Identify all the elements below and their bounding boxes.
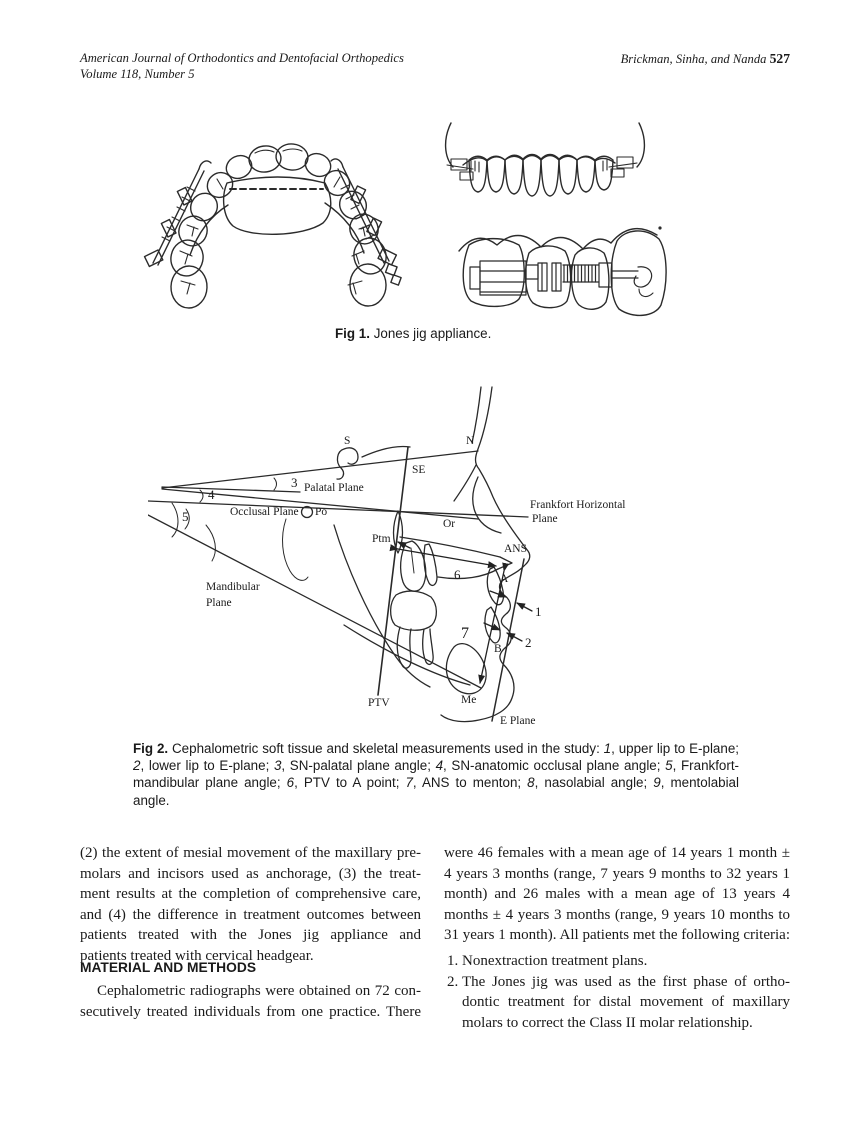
fig2-label-7: 7 — [461, 625, 469, 642]
fig2-label-frankfort-1: Frankfort Horizontal — [530, 499, 626, 511]
fig2-label-b-point: B — [494, 643, 502, 655]
running-head — [420, 51, 790, 67]
fig2-illustration — [148, 385, 748, 737]
list-item — [444, 972, 790, 1034]
fig2-label-a-point: A — [500, 573, 509, 585]
fig2-label-e-plane: E Plane — [500, 715, 536, 727]
left-col-p2: Cephalometric radiographs were obtained on 72 con- secutively treated individuals from one practice. There — [80, 983, 421, 1020]
fig2-label-sella: S — [344, 435, 351, 447]
list-item-number: 1. — [447, 953, 459, 969]
fig2-label-ptv: PTV — [368, 697, 390, 709]
fig2-caption-label: Fig 2. — [133, 741, 169, 756]
fig2-label-2: 2 — [525, 635, 532, 650]
right-col-p1: were 46 females with a mean age of 14 years 1 month ± 4 years 3 months (range, 7 years 9 months to 32 years 1 month) and 26 males with a mean age of 13 years 4 months ± 4 years 3 months (range, 9 years 10 months to 31 years 1 month). All patients met the following criteria: — [444, 845, 790, 944]
journal-title: American Journal of Orthodontics and Dentofacial Orthopedics — [80, 51, 404, 65]
list-item-text: The Jones jig was used as the first phase of ortho- dontic treatment for distal movement of maxillary molars to correct the Class II molar relationship. — [462, 973, 790, 1031]
journal-header — [80, 50, 404, 82]
fig2-label-3: 3 — [291, 475, 298, 490]
fig2-label-frankfort-2: Plane — [532, 513, 558, 525]
fig2-label-po: Po — [315, 506, 328, 518]
authors: Brickman, Sinha, and Nanda — [620, 52, 767, 66]
fig2-label-palatal-plane: Palatal Plane — [304, 482, 364, 494]
section-heading: MATERIAL AND METHODS — [80, 960, 257, 975]
fig2-label-occlusal-plane: Occlusal Plane — [230, 506, 299, 518]
fig2-label-6: 6 — [454, 567, 461, 582]
fig2-tracing — [148, 385, 748, 737]
fig2-label-se: SE — [412, 464, 426, 476]
journal-volume: Volume 118, Number 5 — [80, 67, 195, 81]
fig1-caption-text: Jones jig appliance. — [373, 326, 492, 341]
fig2-label-mandibular-2: Plane — [206, 597, 232, 609]
fig2-label-me: Me — [461, 694, 477, 706]
fig2-label-nasion: N — [466, 435, 475, 447]
list-item-text: Nonextraction treatment plans. — [462, 953, 648, 969]
fig2-label-or: Or — [443, 518, 456, 530]
fig2-caption-text: Cephalometric soft tissue and skeletal measurements used in the study: 1, upper lip to E-plane; 2, lower lip to E-plane; 3, SN-palatal plane angle; 4, SN-anatomic occlusal plane angle; 5, Frankfort-mandibular plane angle; 6, PTV to A point; 7, ANS to menton; 8, nasolabial angle; 9, mentolabial angle. — [133, 741, 740, 808]
left-col-p1: (2) the extent of mesial movement of the maxillary pre- molars and incisors used as anchorage, (3) the treat- ment results at the completion of comprehensive care, and (4) the difference in treatment outcomes between patients treated with the Jones jig appliance and patients treated with cervical headgear. — [80, 845, 421, 964]
page-number: 527 — [769, 51, 790, 66]
fig2-label-4: 4 — [208, 487, 215, 502]
fig2-label-1: 1 — [535, 604, 542, 619]
fig2-label-mandibular-1: Mandibular — [206, 581, 260, 593]
fig1-illustration — [133, 113, 733, 325]
fig2-label-ptm: Ptm — [372, 533, 391, 545]
criteria-list — [444, 951, 790, 1033]
list-item-number: 2. — [447, 973, 459, 990]
list-item — [444, 951, 790, 972]
fig2-caption — [133, 740, 739, 809]
fig1-caption — [335, 326, 491, 341]
fig2-label-5: 5 — [182, 509, 189, 524]
fig2-label-ans: ANS — [504, 543, 528, 555]
fig1-caption-label: Fig 1. — [335, 326, 370, 341]
